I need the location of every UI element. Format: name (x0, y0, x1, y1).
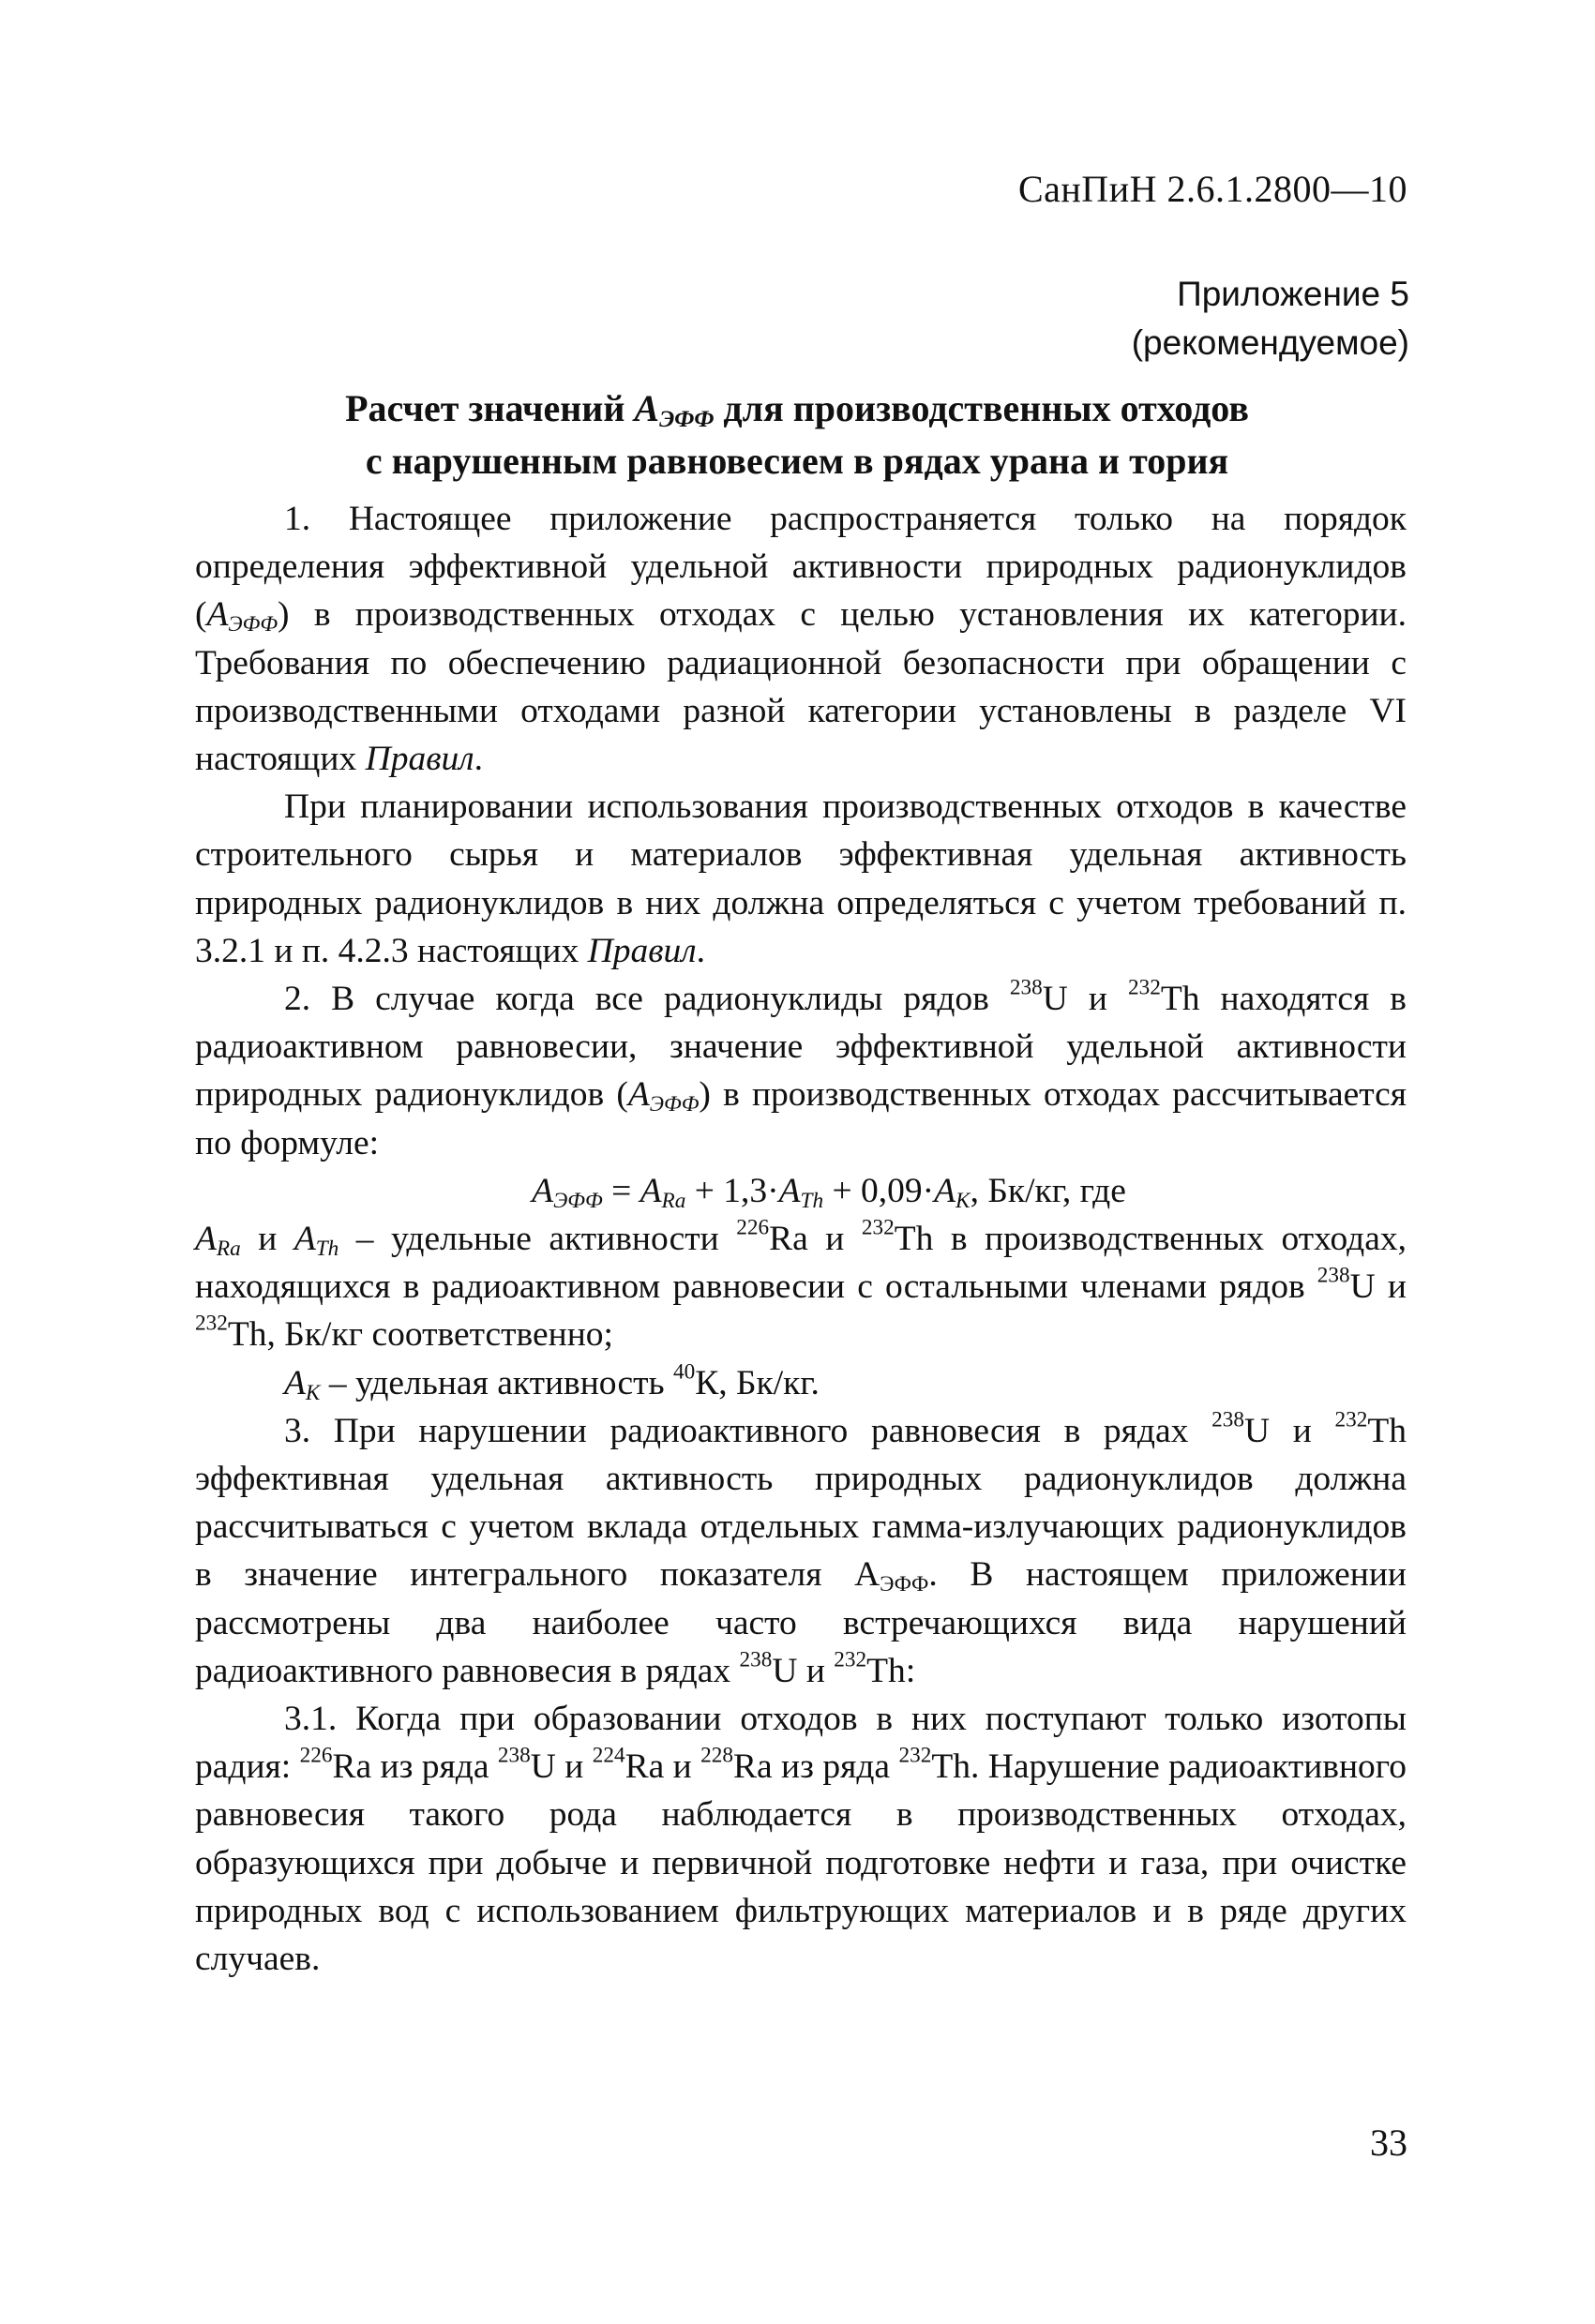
title-line-2: с нарушенным равновесием в рядах урана и тория (365, 440, 1229, 482)
page-title (188, 382, 1407, 487)
paragraph-7: 3.1. Когда при образовании отходов в них поступают только изотопы радия: $^{226}$Ra из ряда $^{238}$U и $^{224}$Ra и $^{228}$Ra из ряда $^{232}$Th. Нарушение радиоактивного равновесия такого рода наблюдается в производственных отходах, образующихся при добыче и первичной подготовке нефти и газа, при очистке природных вод с использованием фильтрующих материалов и в ряде других случаев. (195, 1700, 1407, 1979)
paragraph-5: $A_K$ – удельная активность $^{40}$К, Бк/кг. (284, 1359, 820, 1405)
paragraph-4: $A_{Ra}$ и $A_{Th}$ – удельные активности $^{226}$Ra и $^{232}$Th в производственных отходах, находящихся в радиоактивном равновесии с остальными членами рядов $^{238}$U и $^{232}$Th, Бк/кг соответственно; (195, 1215, 1407, 1355)
page-number: 33 (1370, 2122, 1407, 2164)
paragraph-6: 3. При нарушении радиоактивного равновесия в рядах $^{238}$U и $^{232}$Th эффективная удельная активность природных радионуклидов должна рассчитываться с учетом вклада отдельных гамма-излучающих радионуклидов в значение интегрального показателя $А_{ЭФФ}$. В настоящем приложении рассмотрены два наиболее часто встречающихся вида нарушений радиоактивного равновесия в рядах $^{238}$U и $^{232}$Th: (195, 1407, 1407, 1690)
document-code: СанПиН 2.6.1.2800—10 (1017, 168, 1407, 210)
appendix-number: Приложение 5 (1177, 275, 1409, 313)
title-line-1: Расчет значений $A_{ЭФФ}$ для производственных отходов (345, 387, 1249, 433)
formula: $A_{ЭФФ} = A_{Ra} + 1,3\cdot A_{Th} + 0,09\cdot A_K$, Бк/кг, где (532, 1171, 1126, 1213)
appendix-label (1132, 270, 1409, 367)
paragraph-3: 2. В случае когда все радионуклиды рядов $^{238}$U и $^{232}$Th находятся в радиоактивном равновесии, значение эффективной удельной активности природных радионуклидов $(A_{ЭФФ})$ в производственных отходах рассчитывается по формуле: (195, 975, 1407, 1162)
paragraph-1: 1. Настоящее приложение распространяется только на порядок определения эффективной удельной активности природных радионуклидов $(A_{ЭФФ})$ в производственных отходах с целью установления их категории. Требования по обеспечению радиационной безопасности при обращении с производственными отходами разной категории установлены в разделе VI настоящих Правил. (195, 500, 1407, 779)
appendix-status: (рекомендуемое) (1131, 323, 1409, 362)
paragraph-2: При планировании использования производственных отходов в качестве строительного сырья и материалов эффективная удельная активность природных радионуклидов в них должна определяться с учетом требований п. 3.2.1 и п. 4.2.3 настоящих Правил. (195, 787, 1407, 970)
document-body (195, 495, 1407, 1983)
